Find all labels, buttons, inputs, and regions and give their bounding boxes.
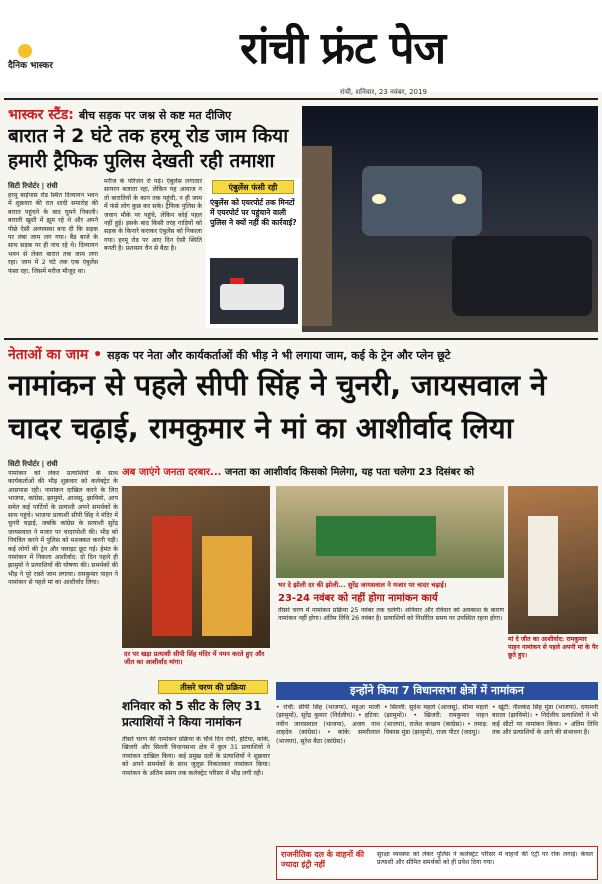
story1-body-col2: मरीज के परिजन रो पड़े। एंबुलेंस लगातार सायरन बजाता रहा, लेकिन यह आवाज न तो बारातियों के कान तक पहुंची, न ही जाम में फंसे लोग कुछ कर सके। ट्रैफिक पुलिस के जवान मौके पर पहुंचे, लेकिन कोई पहल नहीं हुई। इसके बाद किसी तरह गाड़ियों को सड़क के किनारे कराकर एंबुलेंस को निकाला गया। हरमू रोड पर आए दिन ऐसी स्थिति बनती है। प्रशासन चैन से बैठा है। bbox=[104, 178, 202, 253]
page-title: रांची फ्रंट पेज bbox=[240, 23, 446, 74]
headlight-icon bbox=[372, 194, 386, 204]
headlight-icon bbox=[452, 194, 466, 204]
vehicle-entry-box bbox=[276, 846, 598, 880]
story1-headline: बारात ने 2 घंटे तक हरमू रोड जाम किया हमारी ट्रैफिक पुलिस देखती रही तमाशा bbox=[8, 125, 289, 172]
candidates-col2: • सिल्ली: सुदेश महतो (आजसू), सीमा महतो (झामुमो)। • खिजरी: रामकुमार पाहन (भाजपा), राजेश कच्छप (कांग्रेस)। • तमाड़: विकास मुंडा (झामुमो), राजा पीटर (जदयू)। bbox=[384, 704, 488, 737]
phase-tag: तीसरे चरण की प्रक्रिया bbox=[158, 680, 268, 694]
photo3-caption: मां दे जीत का आशीर्वाद: रामकुमार पाहन नामांकन से पहले अपनी मां के पैर छूते हुए। bbox=[508, 636, 598, 659]
divider bbox=[4, 338, 598, 340]
story3-body: तीसरे चरण की नामांकन प्रक्रिया के चौथे दिन रांची, हटिया, कांके, खिजरी और सिल्ली विधानसभा क्षेत्र में कुल 31 प्रत्याशियों ने नामांकन दाखिल किया। कई प्रमुख दलों के प्रत्याशियों ने शुक्रवार को अपने समर्थकों के साथ जुलूस निकालकर नामांकन किया। नामांकन के अंतिम समय तक कलेक्ट्रेट परिसर में भीड़ लगी रही। bbox=[122, 736, 270, 777]
person-shape bbox=[302, 146, 332, 326]
ambulance-icon bbox=[220, 284, 284, 310]
story3-headline: शनिवार को 5 सीट के लिए 31 प्रत्याशियों ने किया नामांकन bbox=[122, 699, 262, 729]
mother-blessing-photo bbox=[508, 486, 598, 634]
ambulance-sidebox bbox=[206, 178, 300, 328]
sidebox-text: एंबुलेंस को एयरपोर्ट तक मिनटों में एयरपोर्ट पर पहुंचाने वाली पुलिस ने क्यों नहीं की कार्रवाई? bbox=[210, 198, 297, 227]
traffic-jam-photo bbox=[302, 106, 598, 332]
nomination-note bbox=[278, 592, 504, 676]
siren-icon bbox=[230, 278, 244, 284]
candidates-col3: • खूंटी: नीलकंठ सिंह मुंडा (भाजपा), दयामनी बारला (झाविमो)। • निर्दलीय प्रत्याशियों ने भी कई सीटों पर नामांकन किया। • अंतिम तिथि तक और प्रत्याशियों के आने की संभावना है। bbox=[492, 704, 598, 737]
person-shape bbox=[152, 516, 192, 636]
candidates-col1: • रांची: सीपी सिंह (भाजपा), महुआ माजी (झामुमो), सुरेंद्र कुमार (निर्दलीय)। • हटिया: नवीन जायसवाल (भाजपा), अजय नाथ शाहदेव (कांग्रेस)। • कांके: समरीलाल (भाजपा), सुरेश बैठा (कांग्रेस)। bbox=[276, 704, 380, 745]
brand-logo bbox=[8, 44, 88, 70]
idol-shape bbox=[202, 536, 252, 636]
story1-body-col1: हरमू बाईपास रोड स्थित दिव्यायन भवन में शुक्रवार की रात शादी समारोह की बारात पहुंचने के बाद घुमने निकली। बाराती खुशी में झूम रहे थे और अपने पीछे ऐसी अव्यवस्था बना दी कि सड़क पर लंबा जाम लग गया। बैंड बाजे के साथ सड़क पर ही नाच रहे थे। दिव्यायन भवन से लेकर बारात तक जाम लगा रहा। जाम में 2 घंटे तक एक एंबुलेंस फंसा रहा, जिसमें मरीज मौजूद था। bbox=[8, 192, 98, 275]
story2-body: नामांकन को लेकर प्रत्याशियों के साथ कार्यकर्ताओं की भीड़ शुक्रवार को कलेक्ट्रेट के आसपास रही। नामांकन दाखिल करने के लिए भाजपा, कांग्रेस, झामुमो, आजसू, झाविमो, आप समेत कई पार्टियों के प्रत्याशी अपने समर्थकों के साथ पहुंचे। भाजपा प्रत्याशी सीपी सिंह ने मंदिर में चुनरी चढ़ाई, जबकि कांग्रेस के प्रत्याशी सुरेंद्र जायसवाल ने मजार पर चादरपोशी की। भीड़ को नियंत्रित करने में पुलिस को मशक्कत करनी पड़ी। कई लोगों की ट्रेन और फ्लाइट छूट गई। हेमंत के नामांकन में निकला आशीर्वाद: दो दिन पहले ही झामुमो ने प्रत्याशियों की घोषणा की। समर्थकों की भीड़ ने पूरे रास्ते जाम लगाया। रामकुमार पाहन ने नामांकन से पहले मां का आशीर्वाद लिया। bbox=[8, 470, 118, 587]
story2-byline: सिटी रिपोर्टर | रांची bbox=[8, 460, 58, 468]
dateline: रांची, शनिवार, 23 नवंबर, 2019 bbox=[340, 88, 427, 96]
story2-banner: अब जाएंगे जनता दरबार... जनता का आशीर्वाद किसको मिलेगा, यह पता चलेगा 23 दिसंबर को bbox=[122, 467, 475, 478]
mazar-photo bbox=[276, 486, 504, 578]
sidebox-title: एंबुलेंस फंसी रही bbox=[212, 180, 294, 194]
divider bbox=[4, 98, 598, 100]
temple-photo bbox=[122, 486, 270, 648]
footer-text: सुरक्षा व्यवस्था को लेकर पुलिस ने कलेक्ट्रेट परिसर में वाहनों की एंट्री पर रोक लगाई। केवल प्रत्याशी और सीमित समर्थकों को ही प्रवेश दिया गया। bbox=[377, 851, 593, 867]
ambulance-photo bbox=[210, 258, 298, 324]
photo1-caption: दर पर खड़ा प्रत्याशी सीपी सिंह मंदिर में नमन करते हुए और जीत का आशीर्वाद मांगा। bbox=[124, 650, 265, 666]
masthead bbox=[0, 0, 602, 96]
story2-headline: नामांकन से पहले सीपी सिंह ने चुनरी, जायसवाल ने चादर चढ़ाई, रामकुमार ने मां का आशीर्वाद लिया bbox=[8, 368, 547, 445]
car-shape-2 bbox=[452, 236, 592, 316]
chadar-shape bbox=[316, 516, 436, 556]
note-text: तीसरे चरण में नामांकन प्रक्रिया 25 नवंबर तक चलेगी। शनिवार और रविवार को अवकाश के कारण नामांकन नहीं होगा। अंतिम तिथि 26 नवंबर है। प्रत्याशियों को निर्धारित समय पर उपस्थित रहना होगा। bbox=[278, 607, 504, 623]
story2-kicker: नेताओं का जाम • सड़क पर नेता और कार्यकर्ताओं की भीड़ ने भी लगाया जाम, कई के ट्रेन और प्लेन छूटे bbox=[8, 347, 451, 362]
story1-kicker: भास्कर स्टैंड: बीच सड़क पर जश्न से कष्ट मत दीजिए bbox=[8, 107, 232, 123]
footer-tag: राजनीतिक दल के वाहनों की ज्यादा इंट्री नहीं bbox=[281, 850, 365, 869]
candidates-header: इन्होंने किया 7 विधानसभा क्षेत्रों में नामांकन bbox=[276, 682, 598, 700]
story1-byline: सिटी रिपोर्टर | रांची bbox=[8, 182, 58, 190]
photo2-caption: भर दे झोली दर की झोली... सुरेंद्र जायसवाल ने मजार पर चादर चढ़ाई। bbox=[278, 581, 447, 589]
person-shape bbox=[528, 516, 558, 616]
logo-text: दैनिक भास्कर bbox=[8, 61, 53, 71]
sun-icon bbox=[18, 44, 32, 58]
note-title: 23-24 नवंबर को नहीं होगा नामांकन कार्य bbox=[278, 593, 438, 604]
